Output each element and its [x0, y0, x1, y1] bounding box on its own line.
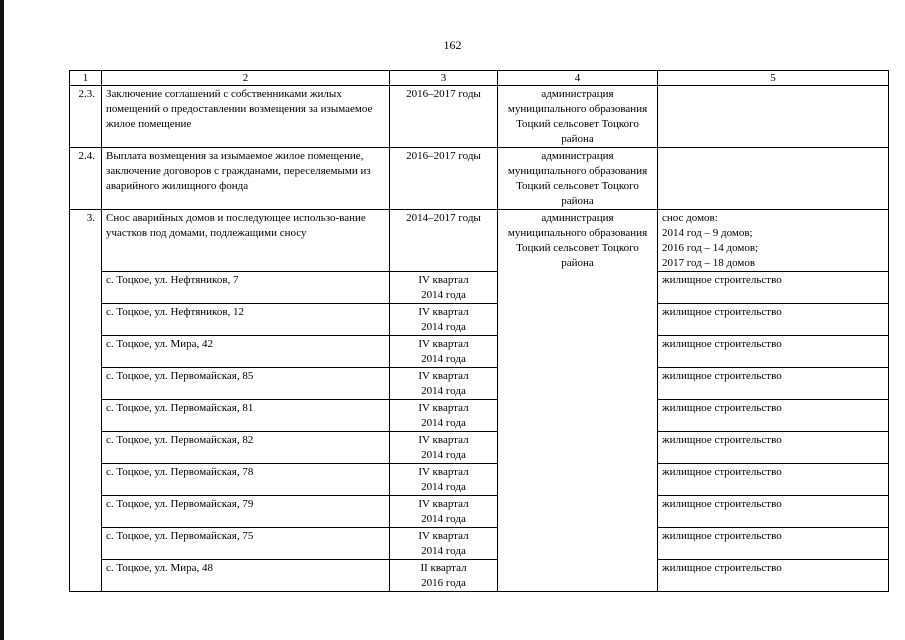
- table-row: [70, 210, 889, 272]
- period-cell: IV квартал 2014 года: [390, 528, 498, 560]
- executor-cell: администрация муниципального образования Тоцкий сельсовет Тоцкого района: [498, 210, 658, 592]
- action-cell: Выплата возмещения за изымаемое жилое помещение, заключение договоров с гражданами, переселяемыми из аварийного жилищного фонда: [102, 148, 390, 210]
- period-cell: 2016–2017 годы: [390, 86, 498, 148]
- column-header: 4: [498, 71, 658, 86]
- column-header: 3: [390, 71, 498, 86]
- address-cell: с. Тоцкое, ул. Первомайская, 79: [102, 496, 390, 528]
- result-cell: жилищное строительство: [658, 528, 889, 560]
- column-header: 5: [658, 71, 889, 86]
- table-row: [70, 148, 889, 210]
- table-row: [70, 560, 889, 592]
- action-cell: Заключение соглашений с собственниками жилых помещений о предоставлении возмещения за изымаемое жилое помещение: [102, 86, 390, 148]
- period-cell: 2016–2017 годы: [390, 148, 498, 210]
- program-table: [69, 70, 889, 592]
- period-cell: IV квартал 2014 года: [390, 400, 498, 432]
- result-cell: жилищное строительство: [658, 336, 889, 368]
- address-cell: с. Тоцкое, ул. Первомайская, 78: [102, 464, 390, 496]
- address-cell: с. Тоцкое, ул. Первомайская, 82: [102, 432, 390, 464]
- period-cell: IV квартал 2014 года: [390, 336, 498, 368]
- executor-cell: администрация муниципального образования Тоцкий сельсовет Тоцкого района: [498, 148, 658, 210]
- result-cell: жилищное строительство: [658, 464, 889, 496]
- result-cell: жилищное строительство: [658, 400, 889, 432]
- result-cell: жилищное строительство: [658, 368, 889, 400]
- table-row: [70, 496, 889, 528]
- executor-cell: администрация муниципального образования Тоцкий сельсовет Тоцкого района: [498, 86, 658, 148]
- table-row: [70, 86, 889, 148]
- address-cell: с. Тоцкое, ул. Первомайская, 75: [102, 528, 390, 560]
- row-number: 3.: [70, 210, 102, 592]
- period-cell: IV квартал 2014 года: [390, 368, 498, 400]
- page-number: 162: [443, 38, 462, 52]
- table-header-row: [70, 71, 889, 86]
- column-header: 1: [70, 71, 102, 86]
- result-cell: снос домов: 2014 год – 9 домов; 2016 год – 14 домов; 2017 год – 18 домов: [658, 210, 889, 272]
- result-cell: жилищное строительство: [658, 496, 889, 528]
- result-cell: [658, 86, 889, 148]
- period-cell: II квартал 2016 года: [390, 560, 498, 592]
- address-cell: с. Тоцкое, ул. Нефтяников, 12: [102, 304, 390, 336]
- result-cell: жилищное строительство: [658, 272, 889, 304]
- address-cell: с. Тоцкое, ул. Мира, 42: [102, 336, 390, 368]
- address-cell: с. Тоцкое, ул. Нефтяников, 7: [102, 272, 390, 304]
- table-row: [70, 464, 889, 496]
- period-cell: IV квартал 2014 года: [390, 464, 498, 496]
- period-cell: IV квартал 2014 года: [390, 496, 498, 528]
- period-cell: IV квартал 2014 года: [390, 272, 498, 304]
- table-row: [70, 368, 889, 400]
- address-cell: с. Тоцкое, ул. Мира, 48: [102, 560, 390, 592]
- action-cell: Снос аварийных домов и последующее использо-вание участков под домами, подлежащими сносу: [102, 210, 390, 272]
- result-cell: [658, 148, 889, 210]
- period-cell: IV квартал 2014 года: [390, 432, 498, 464]
- result-cell: жилищное строительство: [658, 304, 889, 336]
- address-cell: с. Тоцкое, ул. Первомайская, 81: [102, 400, 390, 432]
- row-number: 2.4.: [70, 148, 102, 210]
- table-row: [70, 528, 889, 560]
- period-cell: IV квартал 2014 года: [390, 304, 498, 336]
- period-cell: 2014–2017 годы: [390, 210, 498, 272]
- table-row: [70, 304, 889, 336]
- table-row: [70, 336, 889, 368]
- table-row: [70, 400, 889, 432]
- row-number: 2.3.: [70, 86, 102, 148]
- address-cell: с. Тоцкое, ул. Первомайская, 85: [102, 368, 390, 400]
- result-cell: жилищное строительство: [658, 560, 889, 592]
- result-cell: жилищное строительство: [658, 432, 889, 464]
- column-header: 2: [102, 71, 390, 86]
- scan-edge-shadow: [0, 0, 4, 640]
- table-row: [70, 432, 889, 464]
- table-row: [70, 272, 889, 304]
